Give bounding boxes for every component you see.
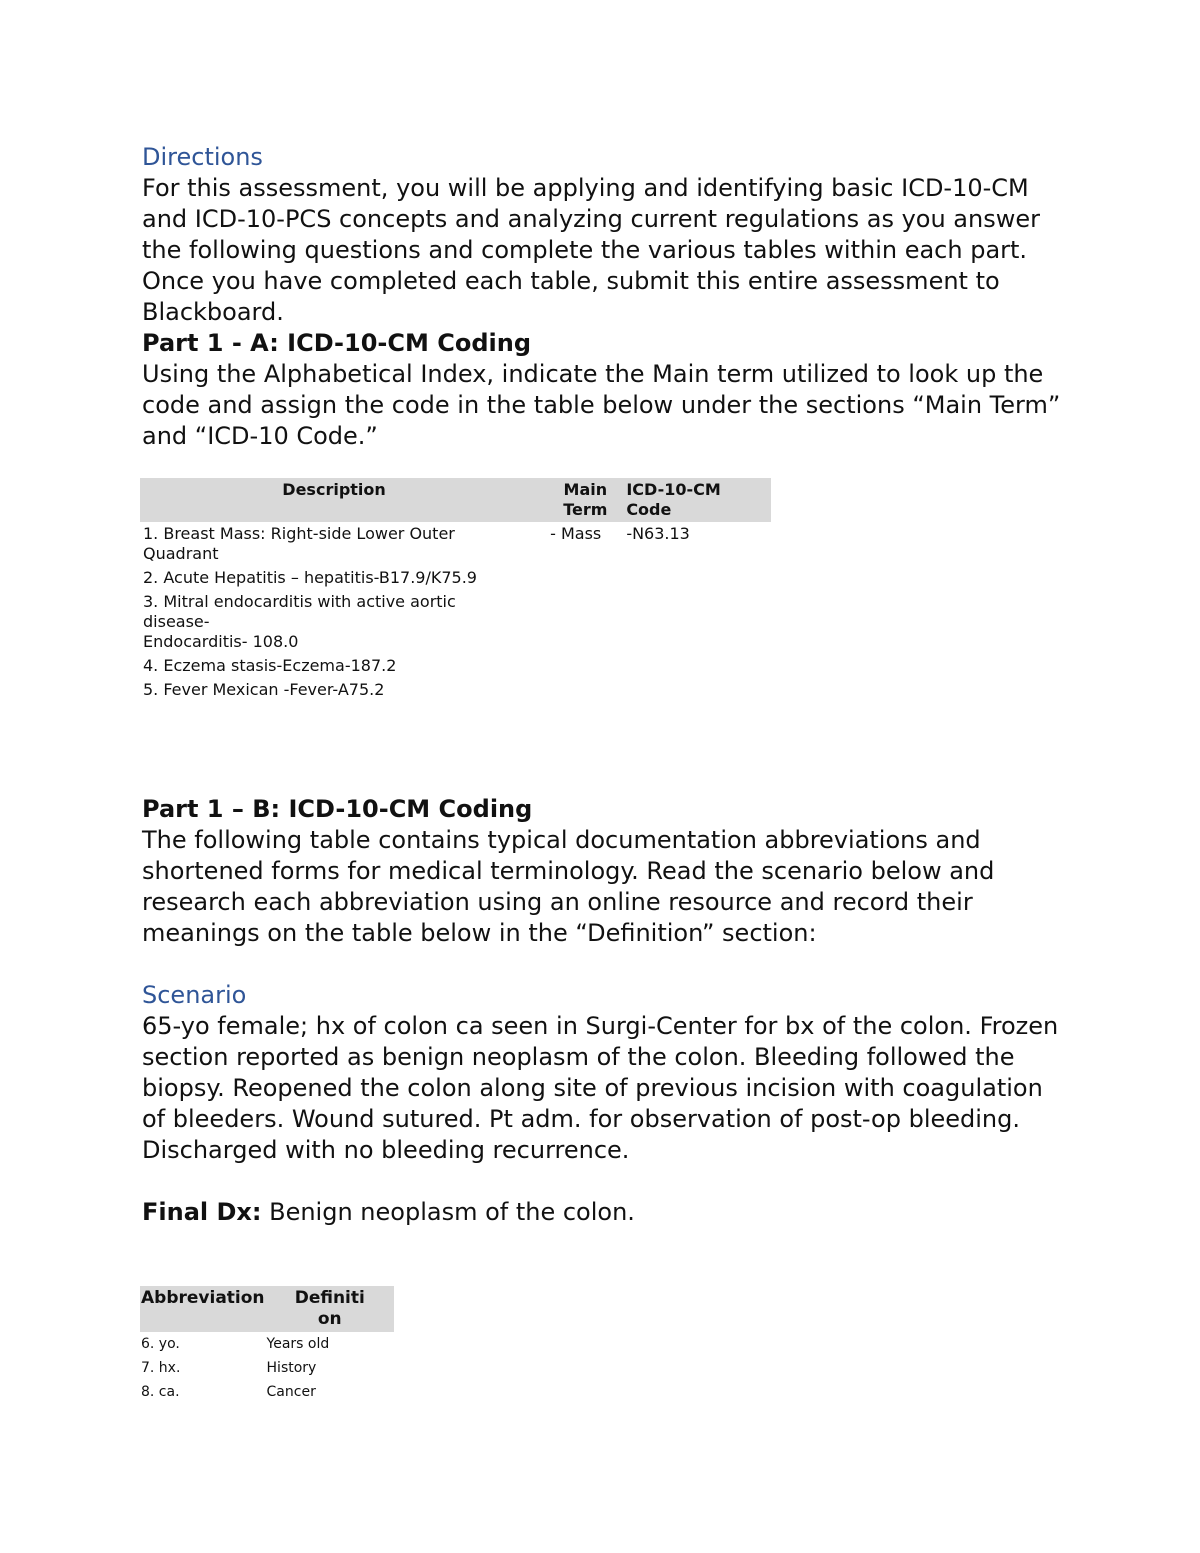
row-main-term <box>528 590 623 654</box>
header-main-term: Main Term <box>528 478 623 522</box>
row-definition: Years old <box>266 1336 330 1352</box>
row-definition: Cancer <box>266 1384 316 1400</box>
header-description: Description <box>140 478 528 522</box>
directions-text: For this assessment, you will be applying and identifying basic ICD-10-CM and ICD-10-PCS concepts and analyzing current regulations as you answer the following questions and complete the various tables within each part. Once you have completed each table, submit this entire assessment to Blackboard. <box>142 174 1040 326</box>
coding-table <box>140 478 771 702</box>
row-abbreviation: 7. hx. <box>141 1360 181 1376</box>
final-dx <box>142 1197 1062 1228</box>
table-row <box>140 522 771 566</box>
part-1b-title: Part 1 – B: ICD-10-CM Coding <box>142 795 533 823</box>
scenario-heading: Scenario <box>142 981 247 1009</box>
row-code <box>623 590 771 654</box>
row-description: 3. Mitral endocarditis with active aortic disease- Endocarditis- 108.0 <box>143 592 456 651</box>
abbreviation-table-header-row <box>140 1286 394 1332</box>
row-main-term <box>528 566 623 590</box>
row-abbreviation: 8. ca. <box>141 1384 180 1400</box>
row-description: 4. Eczema stasis-Eczema-187.2 <box>143 656 397 675</box>
abbreviation-table <box>140 1286 394 1404</box>
table-row <box>140 1380 394 1404</box>
table-row <box>140 566 771 590</box>
scenario-text: 65-yo female; hx of colon ca seen in Surgi-Center for bx of the colon. Frozen section reported as benign neoplasm of the colon. Bleeding followed the biopsy. Reopened the colon along site of previous incision with coagulation of bleeders. Wound sutured. Pt adm. for observation of post-op bleeding. Discharged with no bleeding recurrence. <box>142 1012 1059 1164</box>
final-dx-label: Final Dx: <box>142 1198 262 1226</box>
table-row <box>140 654 771 678</box>
row-description: 5. Fever Mexican -Fever-A75.2 <box>143 680 385 699</box>
part-1b-instructions: The following table contains typical documentation abbreviations and shortened forms for medical terminology. Read the scenario below and research each abbreviation using an online resource and record their meanings on the table below in the “Definition” section: <box>142 826 995 947</box>
row-code <box>623 566 771 590</box>
row-definition: History <box>266 1360 317 1376</box>
part-1a-instructions: Using the Alphabetical Index, indicate the Main term utilized to look up the code and assign the code in the table below under the sections “Main Term” and “ICD-10 Code.” <box>142 360 1061 450</box>
document-page <box>142 142 1062 452</box>
part-1b-section <box>142 794 1062 1228</box>
row-code: -N63.13 <box>626 524 690 543</box>
final-dx-value: Benign neoplasm of the colon. <box>261 1198 635 1226</box>
header-definition: Definition <box>266 1286 394 1332</box>
header-abbreviation: Abbreviation <box>140 1286 266 1332</box>
row-main-term <box>528 678 623 702</box>
table-row <box>140 590 771 654</box>
row-main-term: - Mass <box>550 524 602 543</box>
table-row <box>140 1332 394 1356</box>
row-main-term <box>528 654 623 678</box>
row-abbreviation: 6. yo. <box>141 1336 180 1352</box>
coding-table-header-row <box>140 478 771 522</box>
header-icd-code: ICD-10-CM Code <box>623 478 771 522</box>
table-row <box>140 1356 394 1380</box>
row-description: 2. Acute Hepatitis – hepatitis-B17.9/K75.9 <box>143 568 477 587</box>
row-description: 1. Breast Mass: Right-side Lower Outer Quadrant <box>143 524 455 563</box>
directions-heading: Directions <box>142 143 263 171</box>
part-1a-title: Part 1 - A: ICD-10-CM Coding <box>142 329 532 357</box>
row-code <box>623 678 771 702</box>
row-code <box>623 654 771 678</box>
table-row <box>140 678 771 702</box>
